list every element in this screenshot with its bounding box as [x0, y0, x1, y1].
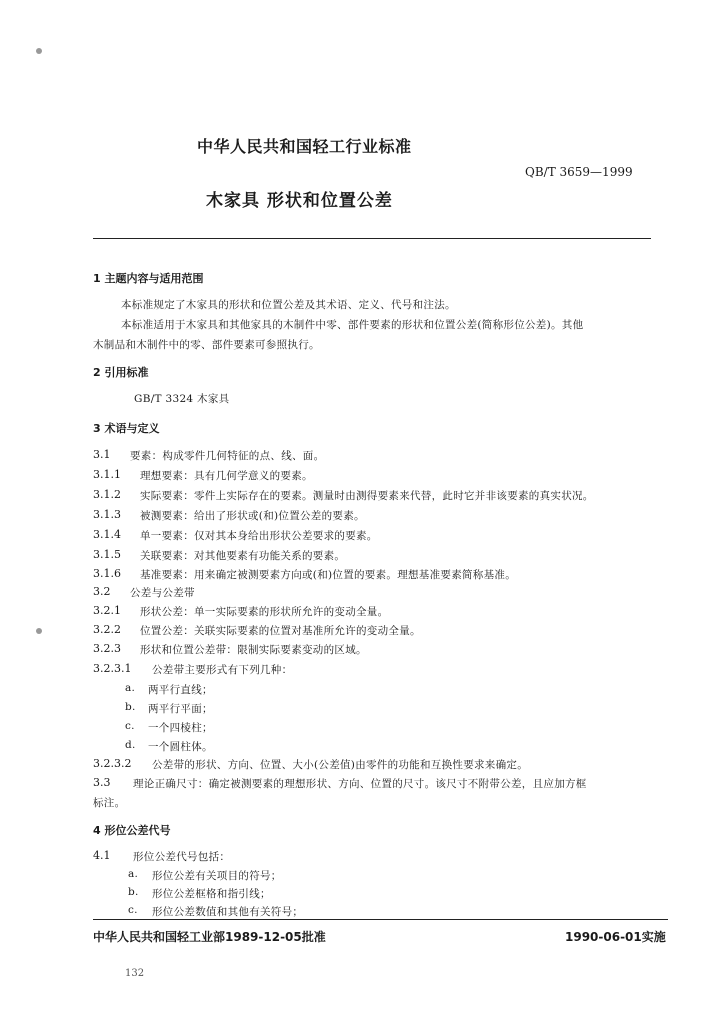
clause-text: 位置公差：关联实际要素的位置对基准所允许的变动全量。 — [140, 625, 421, 637]
clause-number: 3.2.1 — [93, 604, 121, 617]
standard-name: 中华人民共和国轻工行业标准 — [197, 137, 412, 156]
clause-text: 理想要素：具有几何学意义的要素。 — [140, 470, 313, 482]
clause-text: 公差与公差带 — [130, 587, 195, 599]
section-1-paragraph-2-cont: 木制品和木制件中的零、部件要素可参照执行。 — [93, 339, 320, 351]
section-1-paragraph-2: 本标准适用于木家具和其他家具的木制件中零、部件要素的形状和位置公差(简称形位公差)。其他 — [121, 319, 584, 331]
clause-number: 4.1 — [93, 849, 111, 862]
clause-number: 3.2 — [93, 585, 111, 598]
clause-text: 关联要素：对其他要素有功能关系的要素。 — [140, 550, 346, 562]
header-rule — [93, 238, 651, 239]
list-marker: a. — [125, 682, 136, 694]
list-item: 形位公差数值和其他有关符号； — [152, 906, 304, 918]
punch-hole-mark — [36, 628, 42, 634]
clause-text: 单一要素：仅对其本身给出形状公差要求的要素。 — [140, 530, 378, 542]
list-marker: c. — [128, 904, 138, 916]
list-marker: c. — [125, 720, 135, 732]
clause-number: 3.1.3 — [93, 508, 121, 521]
clause-number: 3.1.2 — [93, 488, 121, 501]
list-item: 一个圆柱体。 — [148, 741, 213, 753]
clause-text: 公差带主要形式有下列几种： — [152, 664, 293, 676]
list-marker: d. — [125, 739, 136, 751]
clause-text: 基准要素：用来确定被测要素方向或(和)位置的要素。理想基准要素简称基准。 — [140, 569, 516, 581]
clause-text: 要素：构成零件几何特征的点、线、面。 — [130, 450, 325, 462]
punch-hole-mark — [36, 48, 42, 54]
approval-note: 中华人民共和国轻工业部1989-12-05批准 — [93, 930, 326, 944]
section-3-heading: 3 术语与定义 — [93, 422, 160, 435]
page-number: 132 — [125, 968, 145, 979]
clause-number: 3.1.6 — [93, 567, 121, 580]
list-item: 一个四棱柱； — [148, 722, 213, 734]
clause-number: 3.1.4 — [93, 528, 121, 541]
document-title: 木家具 形状和位置公差 — [206, 191, 393, 211]
clause-text: 理论正确尺寸：确定被测要素的理想形状、方向、位置的尺寸。该尺寸不附带公差，且应加方框 — [133, 778, 587, 790]
list-item: 形位公差框格和指引线； — [152, 888, 271, 900]
clause-text: 形状和位置公差带：限制实际要素变动的区域。 — [140, 644, 367, 656]
clause-number: 3.2.3 — [93, 642, 121, 655]
list-marker: b. — [125, 701, 136, 713]
standard-code: QB/T 3659—1999 — [525, 165, 633, 179]
clause-number: 3.2.3.2 — [93, 757, 132, 770]
list-item: 两平行平面； — [148, 703, 213, 715]
implementation-date: 1990-06-01实施 — [565, 930, 666, 944]
list-marker: a. — [128, 868, 139, 880]
list-marker: b. — [128, 886, 139, 898]
clause-number: 3.2.3.1 — [93, 662, 132, 675]
clause-text: 被测要素：给出了形状或(和)位置公差的要素。 — [140, 510, 365, 522]
clause-text-cont: 标注。 — [93, 797, 126, 809]
clause-number: 3.1.1 — [93, 468, 121, 481]
clause-text: 形状公差：单一实际要素的形状所允许的变动全量。 — [140, 606, 389, 618]
clause-text: 实际要素：零件上实际存在的要素。测量时由测得要素来代替，此时它并非该要素的真实状况。 — [140, 490, 594, 502]
clause-text: 形位公差代号包括： — [133, 851, 231, 863]
reference-standard: GB/T 3324 木家具 — [134, 393, 230, 405]
footer-rule — [93, 919, 668, 920]
clause-number: 3.1.5 — [93, 548, 121, 561]
list-item: 两平行直线； — [148, 684, 213, 696]
clause-number: 3.2.2 — [93, 623, 121, 636]
clause-number: 3.3 — [93, 776, 111, 789]
section-4-heading: 4 形位公差代号 — [93, 824, 171, 837]
clause-number: 3.1 — [93, 448, 111, 461]
section-1-heading: 1 主题内容与适用范围 — [93, 272, 204, 285]
section-2-heading: 2 引用标准 — [93, 366, 149, 379]
clause-text: 公差带的形状、方向、位置、大小(公差值)由零件的功能和互换性要求来确定。 — [152, 759, 528, 771]
list-item: 形位公差有关项目的符号； — [152, 870, 282, 882]
section-1-paragraph-1: 本标准规定了木家具的形状和位置公差及其术语、定义、代号和注法。 — [121, 299, 456, 311]
